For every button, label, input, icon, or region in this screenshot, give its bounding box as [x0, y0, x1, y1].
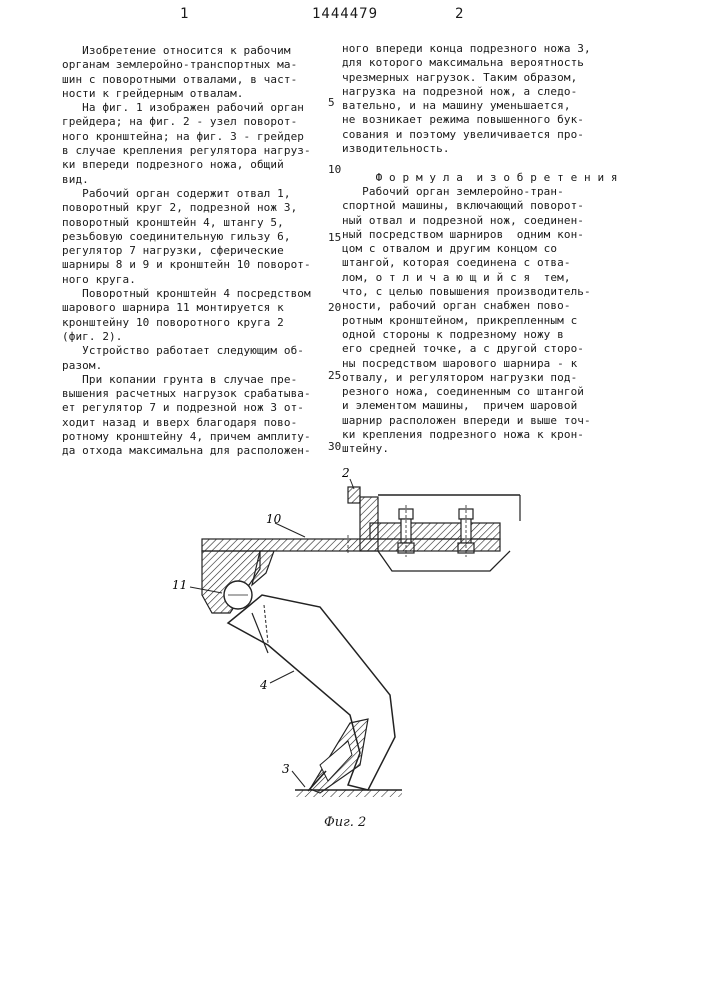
- text-line: и элементом машины, причем шаровой: [342, 399, 578, 413]
- text-line: вышения расчетных нагрузок срабатыва-: [62, 387, 311, 401]
- ground-line: [295, 790, 402, 797]
- text-line: При копании грунта в случае пре-: [62, 372, 298, 386]
- rotary-bracket-4: [228, 595, 395, 790]
- text-line: отвалу, и регулятором нагрузки под-: [342, 370, 578, 384]
- line-number-30: 30: [328, 440, 342, 453]
- line-number-20: 20: [328, 301, 342, 314]
- text-line: резьбовую соединительную гильзу 6,: [62, 229, 291, 243]
- text-line: чрезмерных нагрузок. Таким образом,: [342, 70, 578, 84]
- text-line: шин с поворотными отвалами, в част-: [62, 72, 298, 86]
- text-line: ходит назад и вверх благодаря пово-: [62, 415, 298, 429]
- text-line: На фиг. 1 изображен рабочий орган: [62, 101, 305, 115]
- figure-caption: Фиг. 2: [324, 815, 367, 830]
- text-line: ного впереди конца подрезного ножа 3,: [342, 42, 591, 55]
- text-line: ности к грейдерным отвалам.: [62, 86, 244, 100]
- text-line: грейдера; на фиг. 2 - узел поворот-: [62, 115, 298, 129]
- text-line: ный отвал и подрезной нож, соединен-: [342, 213, 585, 227]
- text-line: штангой, которая соединена с отва-: [342, 256, 571, 270]
- text-line: шарнир расположен впереди и выше точ-: [342, 413, 591, 427]
- text-line: ный посредством шарниров одним кон-: [342, 227, 585, 241]
- text-line: нагрузка на подрезной нож, а следо-: [342, 84, 578, 98]
- text-line: ны посредством шарового шарнира - к: [342, 356, 578, 370]
- label-4: 4: [260, 678, 268, 692]
- text-line: органам землеройно-транспортных ма-: [62, 58, 298, 72]
- text-line: шарового шарнира 11 монтируется к: [62, 301, 284, 315]
- text-line: Рабочий орган землеройно-тран-: [342, 184, 564, 198]
- line-number-15: 15: [328, 231, 342, 244]
- text-line: изводительность.: [342, 142, 450, 156]
- text-line: что, с целью повышения производитель-: [342, 285, 591, 299]
- flange-plate: [370, 523, 500, 539]
- text-line: регулятор 7 нагрузки, сферические: [62, 244, 284, 258]
- text-line: не возникает режима повышенного бук-: [342, 113, 585, 127]
- text-line: одной стороны к подрезному ножу в: [342, 327, 564, 341]
- column-number-left: 1: [180, 6, 189, 22]
- text-line: кронштейну 10 поворотного круга 2: [62, 315, 284, 329]
- text-line: для которого максимальна вероятность: [342, 56, 585, 70]
- text-line: поворотный круг 2, подрезной нож 3,: [62, 201, 298, 215]
- column-number-right: 2: [455, 6, 464, 22]
- text-line: ки впереди подрезного ножа, общий: [62, 158, 284, 172]
- text-line: резного ножа, соединенным со штангой: [342, 385, 585, 399]
- label-2: 2: [342, 466, 350, 480]
- text-line: (фиг. 2).: [62, 329, 123, 343]
- text-line: да отхода максимальна для расположен-: [62, 444, 311, 458]
- text-line: ки крепления подрезного ножа к крон-: [342, 428, 585, 442]
- text-line: разом.: [62, 358, 103, 372]
- text-line: [342, 156, 642, 170]
- text-line: Поворотный кронштейн 4 посредством: [62, 287, 311, 301]
- left-text-column: [62, 44, 332, 459]
- text-line: ного круга.: [62, 272, 136, 286]
- text-line: ротным кронштейном, прикрепленным с: [342, 313, 578, 327]
- text-line: ротному кронштейну 4, причем амплиту-: [62, 430, 311, 444]
- text-line: вид.: [62, 172, 89, 186]
- label-3: 3: [282, 762, 290, 776]
- line-number-25: 25: [328, 369, 342, 382]
- text-line: Изобретение относится к рабочим: [62, 44, 291, 57]
- label-11: 11: [172, 578, 188, 592]
- text-line: вательно, и на машину уменьшается,: [342, 99, 571, 113]
- text-line: ного кронштейна; на фиг. 3 - грейдер: [62, 129, 305, 143]
- text-line: сования и поэтому увеличивается про-: [342, 127, 585, 141]
- text-line: ности, рабочий орган снабжен пово-: [342, 299, 571, 313]
- text-line: спортной машины, включающий поворот-: [342, 199, 585, 213]
- line-number-10: 10: [328, 163, 342, 176]
- text-line: цом с отвалом и другим концом со: [342, 242, 558, 256]
- patent-number: 1444479: [312, 6, 379, 22]
- text-line: лом, о т л и ч а ю щ и й с я тем,: [342, 270, 571, 284]
- line-number-5: 5: [328, 96, 335, 109]
- text-line: Рабочий орган содержит отвал 1,: [62, 186, 291, 200]
- text-line: штейну.: [342, 442, 390, 456]
- right-text-column: [342, 42, 642, 457]
- text-line: шарниры 8 и 9 и кронштейн 10 поворот-: [62, 258, 311, 272]
- label-10: 10: [266, 512, 282, 526]
- figure-2-drawing: [170, 465, 530, 825]
- text-line: ет регулятор 7 и подрезной нож 3 от-: [62, 401, 305, 415]
- text-line: Ф о р м у л а и з о б р е т е н и я: [342, 170, 618, 184]
- text-line: его средней точке, а с другой сторо-: [342, 342, 585, 356]
- text-line: в случае крепления регулятора нагруз-: [62, 144, 311, 158]
- text-line: Устройство работает следующим об-: [62, 344, 305, 358]
- text-line: поворотный кронштейн 4, штангу 5,: [62, 215, 284, 229]
